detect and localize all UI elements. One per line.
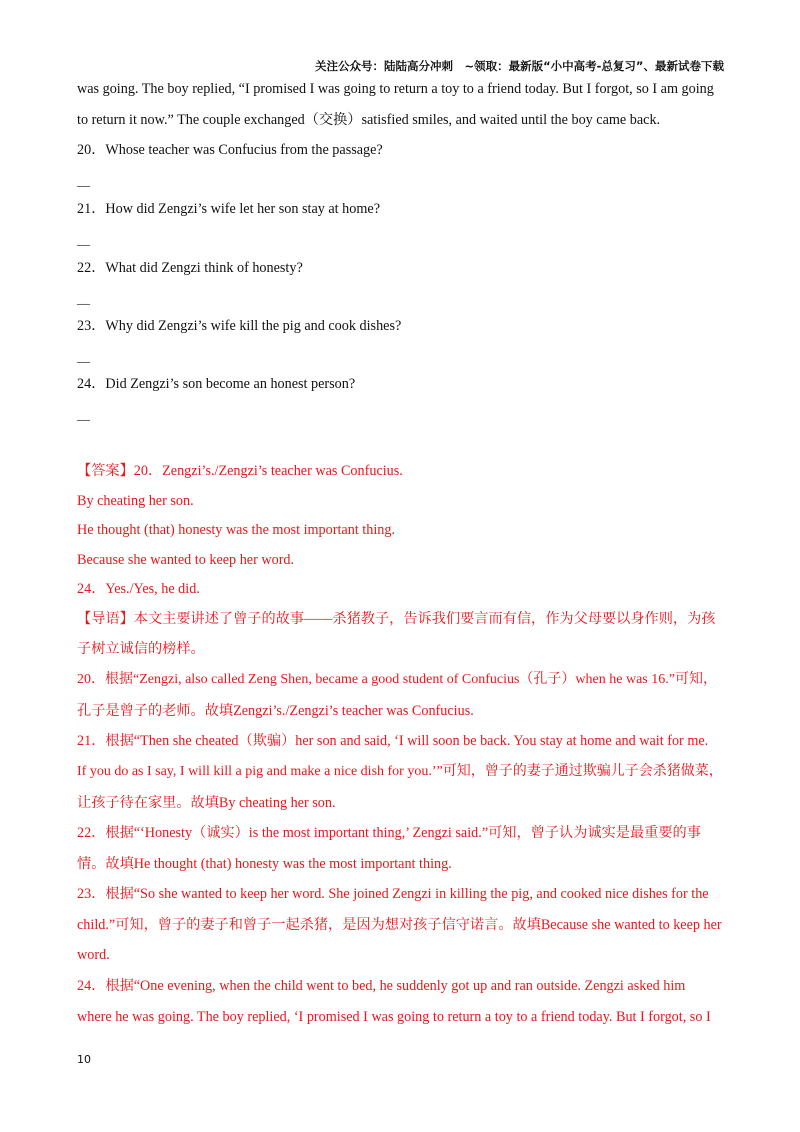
answer-blank: __ [77, 349, 90, 364]
explanation-line: word. [77, 947, 110, 963]
explanation-line: where he was going. The boy replied, ‘I promised I was going to return a toy to a friend today. But I forgot, so I [77, 1009, 711, 1025]
question-24: 24．Did Zengzi’s son become an honest person? [77, 376, 356, 392]
answer-blank: __ [77, 291, 90, 306]
guide-line: 子树立诚信的榜样。 [77, 641, 205, 657]
answer-blank: __ [77, 173, 90, 188]
explanation-line: 23．根据“So she wanted to keep her word. She joined Zengzi in killing the pig, and cooked nice dishes for the [77, 886, 709, 902]
passage-line: was going. The boy replied, “I promised I was going to return a toy to a friend today. But I forgot, so I am going [77, 81, 714, 97]
passage-line: to return it now.” The couple exchanged（交换）satisfied smiles, and waited until the boy came back. [77, 112, 661, 128]
explanation-line: 21．根据“Then she cheated（欺骗）her son and said, ‘I will soon be back. You stay at home and wait for me. [77, 733, 709, 749]
answer-heading: 【答案】20．Zengzi’s./Zengzi’s teacher was Confucius. [77, 463, 403, 479]
explanation-line: If you do as I say, I will kill a pig and make a nice dish for you.’”可知，曾子的妻子通过欺骗儿子会杀猪做菜， [77, 764, 723, 779]
answer-blank: __ [77, 407, 90, 422]
guide-heading: 【导语】本文主要讲述了曾子的故事——杀猪教子，告诉我们要言而有信，作为父母要以身作则，为孩 [77, 611, 716, 627]
question-23: 23．Why did Zengzi’s wife kill the pig and cook dishes? [77, 318, 402, 334]
answer-blank: __ [77, 232, 90, 247]
explanation-line: child.”可知，曾子的妻子和曾子一起杀猪，是因为想对孩子信守诺言。故填Because she wanted to keep her [77, 917, 722, 933]
explanation-line: 孔子是曾子的老师。故填Zengzi’s./Zengzi’s teacher was Confucius. [77, 703, 474, 719]
explanation-line: 情。故填He thought (that) honesty was the most important thing. [77, 856, 452, 872]
answer-line: By cheating her son. [77, 493, 194, 509]
explanation-line: 20．根据“Zengzi, also called Zeng Shen, became a good student of Confucius（孔子）when he was 16.”可知， [77, 672, 717, 687]
header-note: 关注公众号：陆陆高分冲刺 ~领取：最新版“小中高考-总复习”、最新试卷下载 [314, 59, 724, 73]
explanation-line: 22．根据“‘Honesty（诚实）is the most important thing,’ Zengzi said.”可知，曾子认为诚实是最重要的事 [77, 825, 701, 841]
answer-line: Because she wanted to keep her word. [77, 552, 295, 568]
page-number: 10 [77, 1053, 91, 1066]
question-20: 20．Whose teacher was Confucius from the passage? [77, 142, 383, 158]
question-21: 21．How did Zengzi’s wife let her son stay at home? [77, 201, 380, 217]
answer-line: 24．Yes./Yes, he did. [77, 581, 200, 597]
explanation-line: 让孩子待在家里。故填By cheating her son. [77, 795, 336, 811]
answer-line: He thought (that) honesty was the most important thing. [77, 522, 395, 538]
explanation-line: 24．根据“One evening, when the child went to bed, he suddenly got up and ran outside. Zengzi asked him [77, 978, 686, 994]
question-22: 22．What did Zengzi think of honesty? [77, 260, 303, 276]
